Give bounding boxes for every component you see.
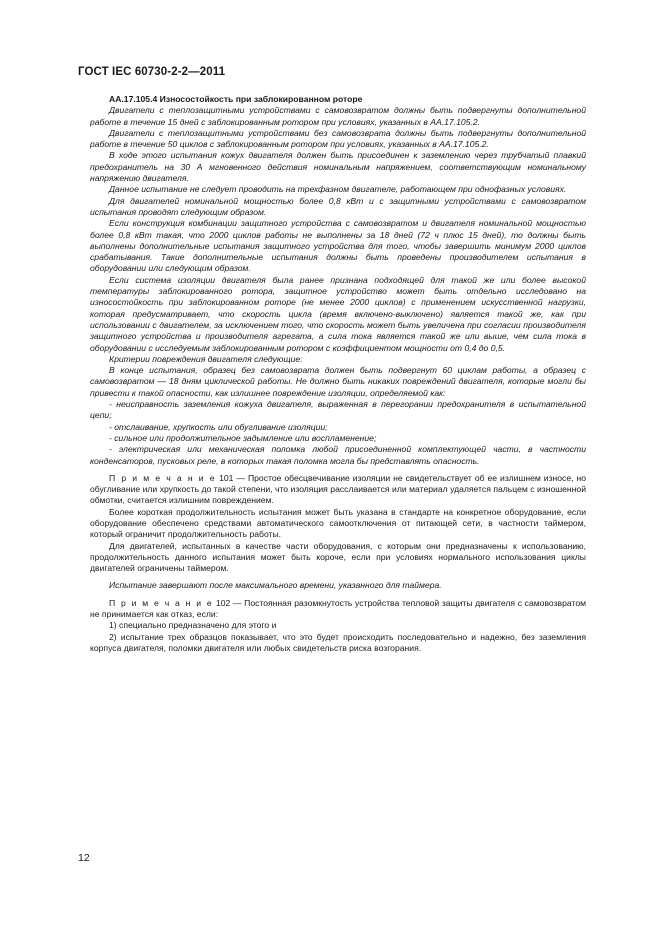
list-item: 2) испытание трех образцов показывает, что это будет происходить последовательно и надежно, без заземления корпуса двигателя, поломки двигателя или любых свидетельств риска возгорания. bbox=[90, 631, 586, 653]
note-text: 101 — Простое обесцвечивание изоляции не свидетельствует об ее излишнем износе, но обугливание или хрупкость до такой степени, что изоляция расслаивается или материал удаляется пальцем с изношенной обмотки, считается излишним повреждением. bbox=[90, 472, 586, 506]
paragraph: Данное испытание не следует проводить на трехфазном двигателе, работающем при однофазных условиях. bbox=[109, 184, 567, 195]
paragraph: Для двигателей, испытанных в качестве части оборудования, с которым они предназначены к использованию, продолжительность данного испытания может быть короче, если при условиях нормального использования циклы двигателей ограничены таймером. bbox=[90, 540, 586, 574]
note-102 bbox=[90, 598, 586, 621]
paragraph: Для двигателей номинальной мощностью более 0,8 кВт и с защитными устройствами с самовозвратом испытания проводят следующим образом. bbox=[90, 195, 586, 217]
section-title: АА.17.105.4 Износостойкость при заблокированном роторе bbox=[109, 94, 363, 104]
list-item: 1) специально предназначено для этого и bbox=[109, 620, 277, 631]
paragraph: Испытание завершают после максимального времени, указанного для таймера. bbox=[109, 580, 442, 591]
paragraph: В конце испытания, образец без самовозврата должен быть подвергнут 60 циклам работы, а образец с самовозвратом — 18 дням циклической работы. Не должно быть никаких повреждений двигателя, которые могли бы привести к такой опасности, как излишнее повреждение изоляции, определяемой как: bbox=[90, 365, 586, 398]
paragraph: Если система изоляции двигателя была ранее признана подходящей для такой же или более высокой температуры заблокированного ротора, защитное устройство может быть отдельно исследовано на износостойкость при заблокированном роторе (не менее 2000 циклов) с применением искусственной нагрузки, которая предусматривает, что скорость цикла (время включено-выключено) является такой же, как при использовании с двигателем, за исключением того, что скорость может быть увеличена при согласии производителя защитного устройства и производителя агрегата, а сила тока является такой же или выше, чем сила тока в оборудовании с исследуемым заблокированным ротором с коэффициентом мощности от 0,4 до 0,5. bbox=[90, 274, 586, 353]
paragraph: Если конструкция комбинации защитного устройства с самовозвратом и двигателя номинальной мощностью более 0,8 кВт такая, что 2000 циклов работы не выполнены за 18 дней (72 ч плюс 15 дней), то должны быть выполнены дополнительные испытания защитного устройства для того, чтобы завершить минимум 2000 циклов срабатывания. Такие дополнительные испытания должны быть проведены производителем испытания в оборудовании или следующим образом. bbox=[90, 218, 586, 274]
paragraph: Двигатели с теплозащитными устройствами без самовозврата должны быть подвергнуты дополнительной работе в течение 50 циклов с заблокированным ротором при условиях, указанных в АА.17.105.2. bbox=[90, 127, 586, 150]
note-label: П р и м е ч а н и е bbox=[109, 472, 217, 483]
bullet-item: - отслаивание, хрупкость или обугливание изоляции; bbox=[109, 421, 328, 432]
note-label: П р и м е ч а н и е bbox=[109, 597, 214, 608]
document-header: ГОСТ IEC 60730-2-2—2011 bbox=[78, 66, 226, 78]
bullet-item: - неисправность заземления кожуха двигателя, выраженная в перегорании предохранителя в испытательной цепи; bbox=[90, 399, 586, 421]
page-number: 12 bbox=[78, 852, 90, 864]
paragraph: Критерии повреждения двигателя следующие: bbox=[109, 353, 303, 364]
bullet-item: - электрическая или механическая поломка любой присоединенной комплектующей части, в частности конденсаторов, пусковых реле, в которых такая поломка могла бы представлять опасность. bbox=[90, 444, 586, 466]
paragraph: Более короткая продолжительность испытания может быть указана в стандарте на конкретное оборудование, если оборудование обеспечено средствами автоматического самоотключения от питающей сети, в частности таймером, который ограничит продолжительность работы. bbox=[90, 506, 586, 540]
paragraph: Двигатели с теплозащитными устройствами с самовозвратом должны быть подвергнуты дополнительной работе в течение 15 дней с заблокированным ротором при условиях, указанных в АА.17.105.2. bbox=[90, 105, 586, 127]
bullet-item: - сильное или продолжительное задымление или воспламенение; bbox=[109, 432, 377, 443]
paragraph: В ходе этого испытания кожух двигателя должен быть присоединен к заземлению через трубчатый плавкий предохранитель на 30 А мгновенного действия номинальным напряжением, соответствующим номинальному напряжению двигателя. bbox=[90, 150, 586, 184]
note-101 bbox=[90, 473, 586, 507]
note-text: 102 — Постоянная разомкнутость устройства тепловой защиты двигателя с самовозвратом не принимается как отказ, если: bbox=[90, 597, 587, 620]
page-body bbox=[90, 94, 586, 654]
